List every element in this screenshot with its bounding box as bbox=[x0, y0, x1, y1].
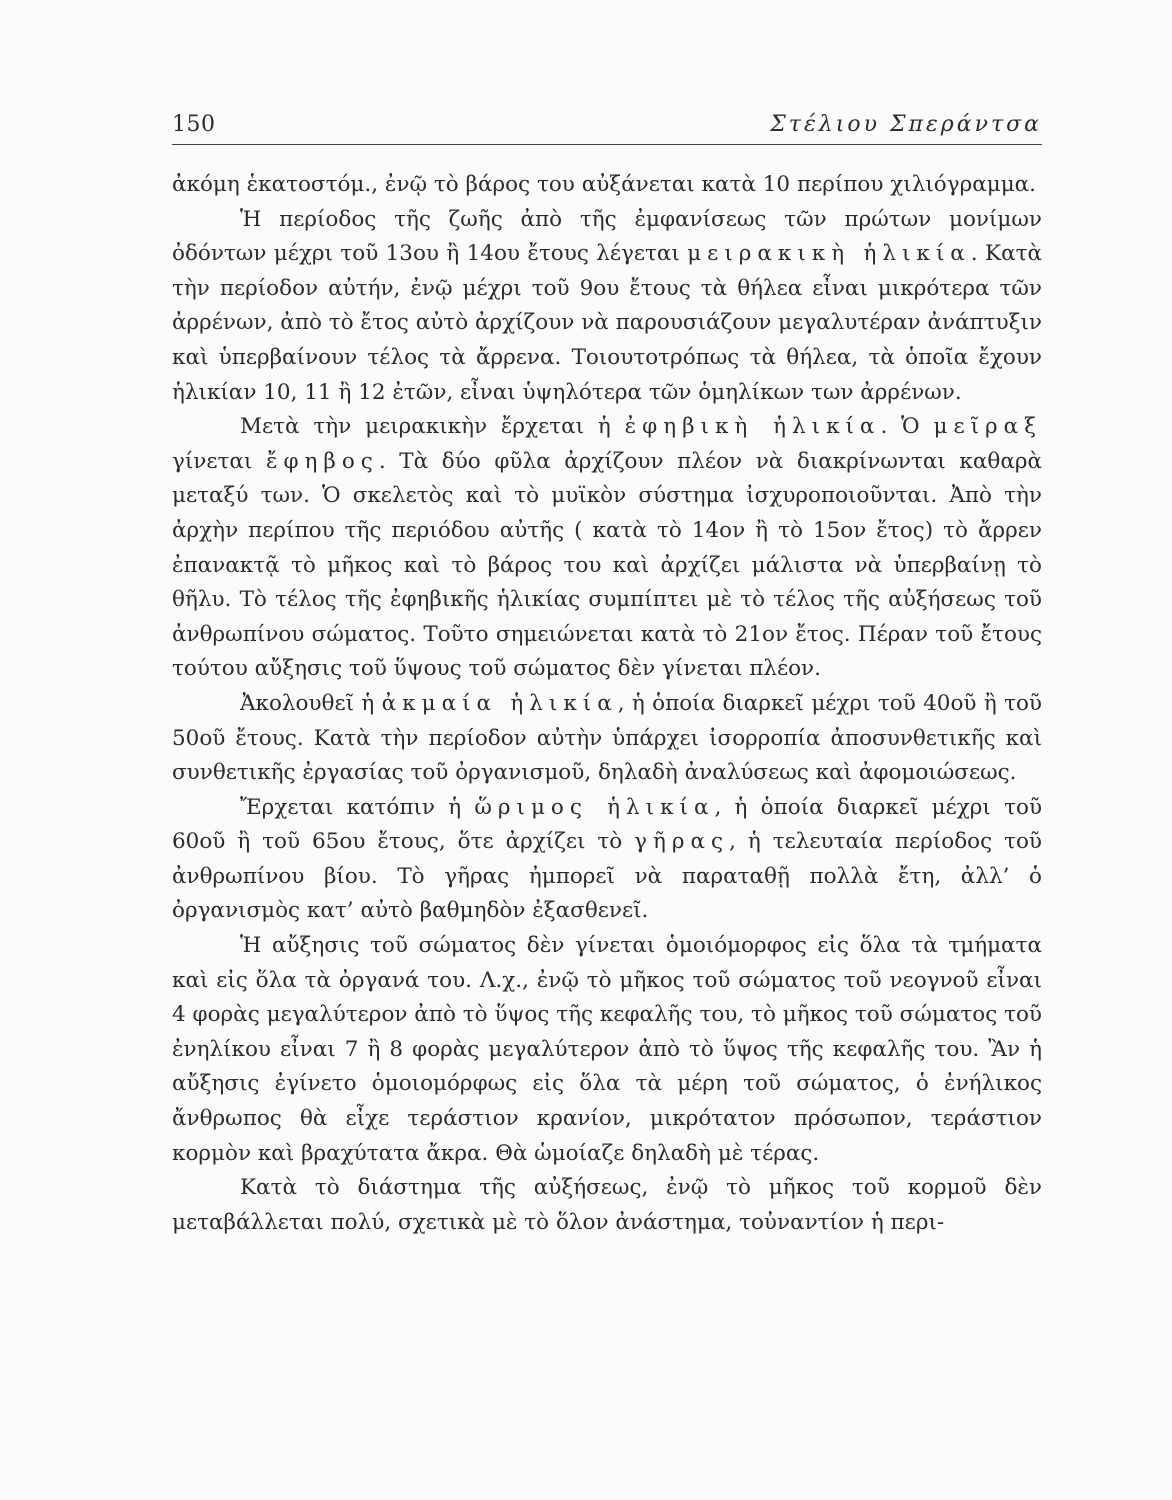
running-head: Στέλιου Σπεράντσα bbox=[770, 112, 1042, 137]
paragraph bbox=[172, 791, 1042, 929]
text-run: Ἀκολουθεῖ ἡ bbox=[240, 690, 382, 716]
text-run: Ἡ αὔξησις τοῦ σώματος δὲν γίνεται ὁμοιόμορφος εἰς ὅλα τὰ τμήματα καὶ εἰς ὅλα τὰ ὀργανά του. Λ.χ., ἐνῷ τὸ μῆκος τοῦ σώματος τοῦ νεογνοῦ εἶναι 4 φορὰς μεγαλύτερον ἀπὸ τὸ ὕψος τῆς κεφαλῆς του, τὸ μῆκος τοῦ σώματος τοῦ ἐνηλίκου εἶναι 7 ἢ 8 φορὰς μεγαλύτερον ἀπὸ τὸ ὕψος τῆς κεφαλῆς του. Ἂν ἡ αὔξησις ἐγίνετο ὁμοιομόρφως εἰς ὅλα τὰ μέρη τοῦ σώματος, ὁ ἐνήλικος ἄνθρωπος θὰ εἶχε τεράστιον κρανίον, μικρότατον πρόσωπον, τεράστιον κορμὸν καὶ βραχύτατα ἄκρα. Θὰ ὡμοίαζε δηλαδὴ μὲ τέρας. bbox=[172, 933, 1042, 1166]
text-run: . Ὁ bbox=[880, 414, 934, 440]
paragraph bbox=[172, 929, 1042, 1171]
text-run: ἀκόμη ἑκατοστόμ., ἐνῷ τὸ βάρος του αὐξάνεται κατὰ 10 περίπου χιλιόγραμμα. bbox=[172, 172, 1037, 197]
text-run: . Κατὰ τὴν περίοδον αὐτήν, ἐνῷ μέχρι τοῦ 9ου ἔτους τὰ θήλεα εἶναι μικρότερα τῶν ἀρρένων, ἀπὸ τὸ ἔτος αὐτὸ ἀρχίζουν νὰ παρουσιάζουν μεγαλυτέραν ἀνάπτυξιν καὶ ὑπερβαίνουν τέλος τὰ ἄρρενα. Τοιουτοτρόπως τὰ θήλεα, τὰ ὁποῖα ἔχουν ἡλικίαν 10, 11 ἢ 12 ἐτῶν, εἶναι ὑψηλότερα τῶν ὁμηλίκων των ἀρρένων. bbox=[172, 241, 1042, 405]
spaced-term: ἔφηβος bbox=[265, 448, 379, 474]
spaced-term: μεῖραξ bbox=[933, 414, 1043, 440]
text-run: γίνεται bbox=[172, 448, 266, 474]
text-run: Μετὰ τὴν μειρακικὴν ἔρχεται ἡ bbox=[240, 414, 625, 440]
paragraph bbox=[172, 1171, 1042, 1240]
spaced-term: ὥριμος ἡλικία bbox=[474, 794, 715, 820]
spaced-term: μειρακικὴ ἡλικία bbox=[687, 241, 971, 267]
header-rule bbox=[172, 144, 1042, 145]
text-run: , ἡ τελευταία περίοδος τοῦ ἀνθρωπίνου βίου. Τὸ γῆρας ἠμπορεῖ νὰ παραταθῇ πολλὰ ἔτη, ἀλλ’ ὁ ὀργανισμὸς κατ’ αὐτὸ βαθμηδὸν ἐξασθενεῖ. bbox=[172, 829, 1043, 924]
spaced-term: ἀκμαία ἡλικία bbox=[381, 690, 618, 716]
spaced-term: γῆρας bbox=[634, 829, 730, 855]
text-run: , ἡ ὁποία διαρκεῖ μέχρι τοῦ 40οῦ ἢ τοῦ 50οῦ ἔτους. Κατὰ τὴν περίοδον αὐτὴν ὑπάρχει ἰσορροπία ἀποσυνθετικῆς καὶ συνθετικῆς ἐργασίας τοῦ ὀργανισμοῦ, δηλαδὴ ἀναλύσεως καὶ ἀφομοιώσεως. bbox=[172, 690, 1042, 786]
paragraph bbox=[172, 410, 1042, 687]
paragraph bbox=[172, 203, 1042, 411]
page-header bbox=[172, 112, 1042, 144]
text-run: . Τὰ δύο φῦλα ἀρχίζουν πλέον νὰ διακρίνωνται καθαρὰ μεταξύ των. Ὁ σκελετὸς καὶ τὸ μυϊκὸν σύστημα ἰσχυροποιοῦνται. Ἀπὸ τὴν ἀρχὴν περίπου τῆς περιόδου αὐτῆς ( κατὰ τὸ 14ον ἢ τὸ 15ον ἔτος) τὸ ἄρρεν ἐπανακτᾷ τὸ μῆκος καὶ τὸ βάρος του καὶ ἀρχίζει μάλιστα νὰ ὑπερβαίνῃ τὸ θῆλυ. Τὸ τέλος τῆς ἐφηβικῆς ἡλικίας συμπίπτει μὲ τὸ τέλος τῆς αὐξήσεως τοῦ ἀνθρωπίνου σώματος. Τοῦτο σημειώνεται κατὰ τὸ 21ον ἔτος. Πέραν τοῦ ἔτους τούτου αὔξησις τοῦ ὕψους τοῦ σώματος δὲν γίνεται πλέον. bbox=[172, 448, 1042, 682]
spaced-term: ἐφηβικὴ ἡλικία bbox=[624, 414, 881, 440]
page-number: 150 bbox=[172, 112, 216, 137]
text-run: Κατὰ τὸ διάστημα τῆς αὐξήσεως, ἐνῷ τὸ μῆκος τοῦ κορμοῦ δὲν μεταβάλλεται πολύ, σχετικὰ μὲ τὸ ὅλον ἀνάστημα, τοὐναντίον ἡ περι- bbox=[172, 1175, 1042, 1235]
text-run: , ἡ ὁποία διαρκεῖ μέχρι τοῦ 60οῦ ἢ τοῦ 65ου ἔτους, ὅτε ἀρχίζει τὸ bbox=[172, 794, 1043, 855]
text-run: Ἔρχεται κατόπιν ἡ bbox=[240, 794, 475, 820]
text-run: Ἡ περίοδος τῆς ζωῆς ἀπὸ τῆς ἐμφανίσεως τῶν πρώτων μονίμων ὀδόντων μέχρι τοῦ 13ου ἢ 14ου ἔτους λέγεται bbox=[172, 206, 1042, 267]
paragraph bbox=[172, 687, 1042, 791]
paragraph bbox=[172, 168, 1042, 203]
body-text bbox=[172, 168, 1042, 1240]
